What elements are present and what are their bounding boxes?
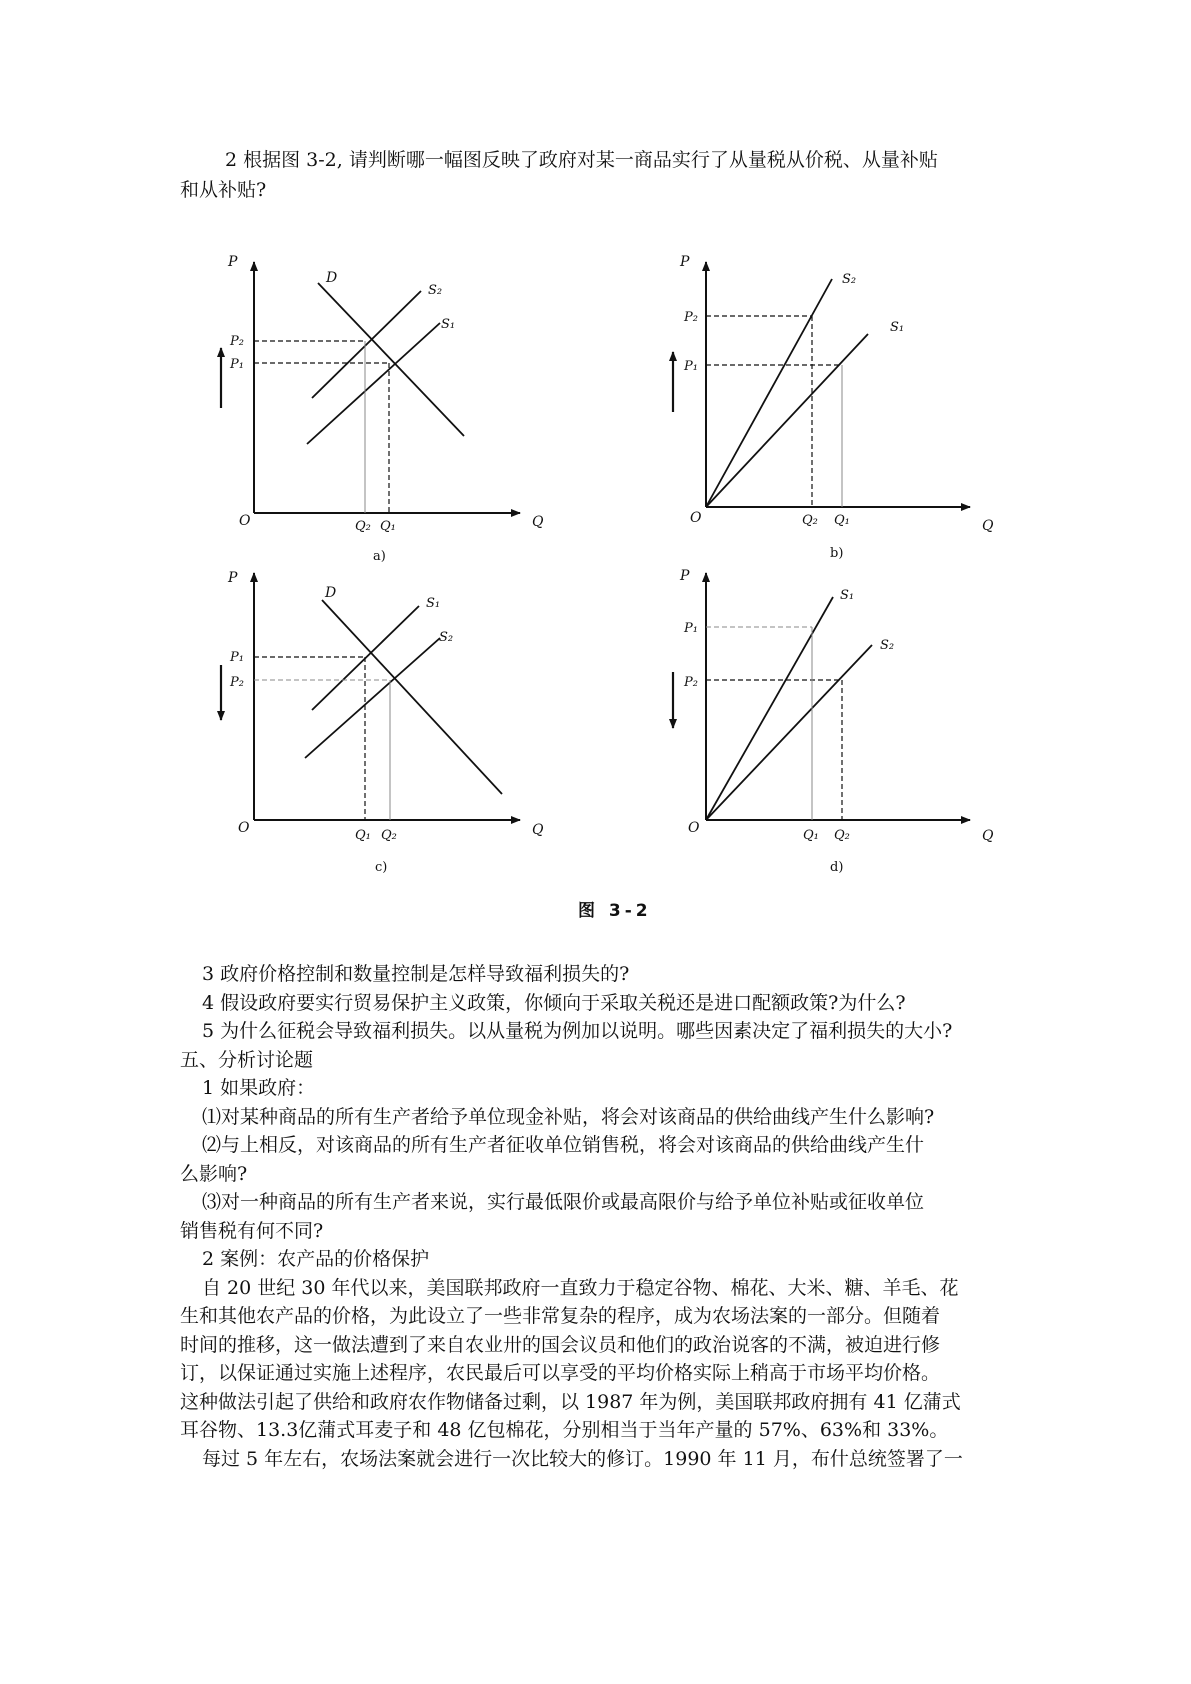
panel-c-demand-curve: [322, 600, 502, 794]
panel-d-s1-label: S₁: [840, 588, 855, 603]
panel-d-supply-s2: [706, 645, 872, 820]
panel-c-q1-label: Q₁: [355, 828, 371, 843]
panel-b-s2-label: S₂: [842, 272, 857, 287]
panel-c-labels: [227, 570, 544, 875]
case-paragraph-line-2: 生和其他农产品的价格，为此设立了一些非常复杂的程序，成为农场法案的一部分。但随着: [180, 1305, 941, 1327]
panel-d-origin-label: O: [688, 820, 700, 836]
panel-c-p2-label: P₂: [230, 675, 244, 690]
panel-a-q1-label: Q₁: [380, 519, 396, 534]
panel-a-label: a): [373, 549, 386, 564]
panel-c-label: c): [375, 860, 388, 875]
discussion-1-part-3-line-2: 销售税有何不同?: [180, 1219, 324, 1242]
panel-c-demand-label: D: [325, 585, 337, 601]
panel-a-s2-label: S₂: [428, 283, 443, 298]
panel-c-p1-label: P₁: [230, 650, 244, 665]
question-5: 5 为什么征税会导致福利损失。以从量税为例加以说明。哪些因素决定了福利损失的大小?: [202, 1020, 953, 1042]
panel-d-q2-label: Q₂: [834, 828, 850, 843]
panel-a-s1-label: S₁: [441, 317, 456, 332]
panel-a-labels: [227, 254, 544, 564]
panel-b-origin-label: O: [690, 510, 702, 526]
panel-c-q-axis-label: Q: [532, 822, 544, 838]
panel-a-demand-label: D: [326, 270, 338, 286]
panel-a-origin-label: O: [239, 513, 251, 529]
panel-b-p2-label: P₂: [684, 310, 698, 325]
panel-a-p-axis-label: P: [228, 254, 238, 270]
panel-c-s2-label: S₂: [439, 630, 454, 645]
panel-b-label: b): [830, 546, 844, 561]
case-paragraph-line-4: 订，以保证通过实施上述程序，农民最后可以享受的平均价格实际上稍高于市场平均价格。: [180, 1362, 941, 1384]
panel-b: [673, 262, 970, 507]
case-heading: 2 案例：农产品的价格保护: [202, 1248, 430, 1270]
panel-a: [221, 262, 520, 513]
discussion-1-part-3-line-1: ⑶对一种商品的所有生产者来说，实行最低限价或最高限价与给予单位补贴或征收单位: [202, 1191, 925, 1213]
question-2-line-2: 和从补贴?: [180, 179, 267, 201]
question-3: 3 政府价格控制和数量控制是怎样导致福利损失的?: [202, 963, 630, 985]
case-paragraph-line-6: 耳谷物、13.3亿蒲式耳麦子和 48 亿包棉花，分别相当于当年产量的 57%、63%和 33%。: [180, 1419, 949, 1441]
discussion-1: 1 如果政府：: [202, 1077, 316, 1099]
section-heading: 五、分析讨论题: [180, 1048, 314, 1071]
panel-d-p2-label: P₂: [684, 675, 698, 690]
discussion-1-part-1: ⑴对某种商品的所有生产者给予单位现金补贴，将会对该商品的供给曲线产生什么影响?: [202, 1105, 935, 1128]
panel-c-s1-label: S₁: [426, 596, 441, 611]
panel-b-s1-label: S₁: [890, 320, 905, 335]
panel-c-p-axis-label: P: [228, 570, 238, 586]
case-paragraph-line-3: 时间的推移，这一做法遭到了来自农业卅的国会议员和他们的政治说客的不满，被迫进行修: [180, 1333, 941, 1356]
panel-c: [221, 573, 520, 820]
panel-d-p1-label: P₁: [684, 621, 698, 636]
question-4: 4 假设政府要实行贸易保护主义政策，你倾向于采取关税还是进口配额政策?为什么?: [202, 991, 906, 1014]
panel-d: [673, 573, 970, 820]
panel-b-q1-label: Q₁: [834, 513, 850, 528]
panel-b-labels: [679, 254, 994, 561]
panel-b-q2-label: Q₂: [802, 513, 818, 528]
panel-b-p1-label: P₁: [684, 359, 698, 374]
case-paragraph-line-5: 这种做法引起了供给和政府农作物储备过剩，以 1987 年为例，美国联邦政府拥有 41 亿蒲式: [180, 1390, 961, 1413]
case-paragraph-2-line-1: 每过 5 年左右，农场法案就会进行一次比较大的修订。1990 年 11 月，布什总统签署了一: [202, 1447, 963, 1470]
panel-d-s2-label: S₂: [880, 638, 895, 653]
panel-d-supply-s1: [706, 597, 833, 820]
panel-b-q-axis-label: Q: [982, 518, 994, 534]
panel-a-p2-label: P₂: [230, 334, 244, 349]
panel-c-q2-label: Q₂: [381, 828, 397, 843]
panel-a-q-axis-label: Q: [532, 514, 544, 530]
panel-d-p-axis-label: P: [680, 568, 690, 584]
panel-d-labels: [679, 568, 994, 875]
figure-caption: 图 3-2: [578, 901, 652, 921]
panel-c-origin-label: O: [238, 820, 250, 836]
panel-b-p-axis-label: P: [680, 254, 690, 270]
panel-a-supply-s2: [312, 291, 421, 398]
question-2-line-1: 2 根据图 3-2, 请判断哪一幅图反映了政府对某一商品实行了从量税从价税、从量补贴: [225, 149, 938, 171]
discussion-1-part-2-line-2: 么影响?: [180, 1162, 248, 1185]
panel-a-p1-label: P₁: [230, 357, 244, 372]
discussion-1-part-2-line-1: ⑵与上相反，对该商品的所有生产者征收单位销售税，将会对该商品的供给曲线产生什: [202, 1134, 925, 1156]
body-text: [180, 960, 1020, 1473]
case-paragraph-line-1: 自 20 世纪 30 年代以来，美国联邦政府一直致力于稳定谷物、棉花、大米、糖、羊毛、花: [202, 1276, 959, 1299]
panel-d-label: d): [830, 860, 844, 875]
panel-a-q2-label: Q₂: [355, 519, 371, 534]
panel-d-q1-label: Q₁: [803, 828, 819, 843]
panel-d-q-axis-label: Q: [982, 828, 994, 844]
